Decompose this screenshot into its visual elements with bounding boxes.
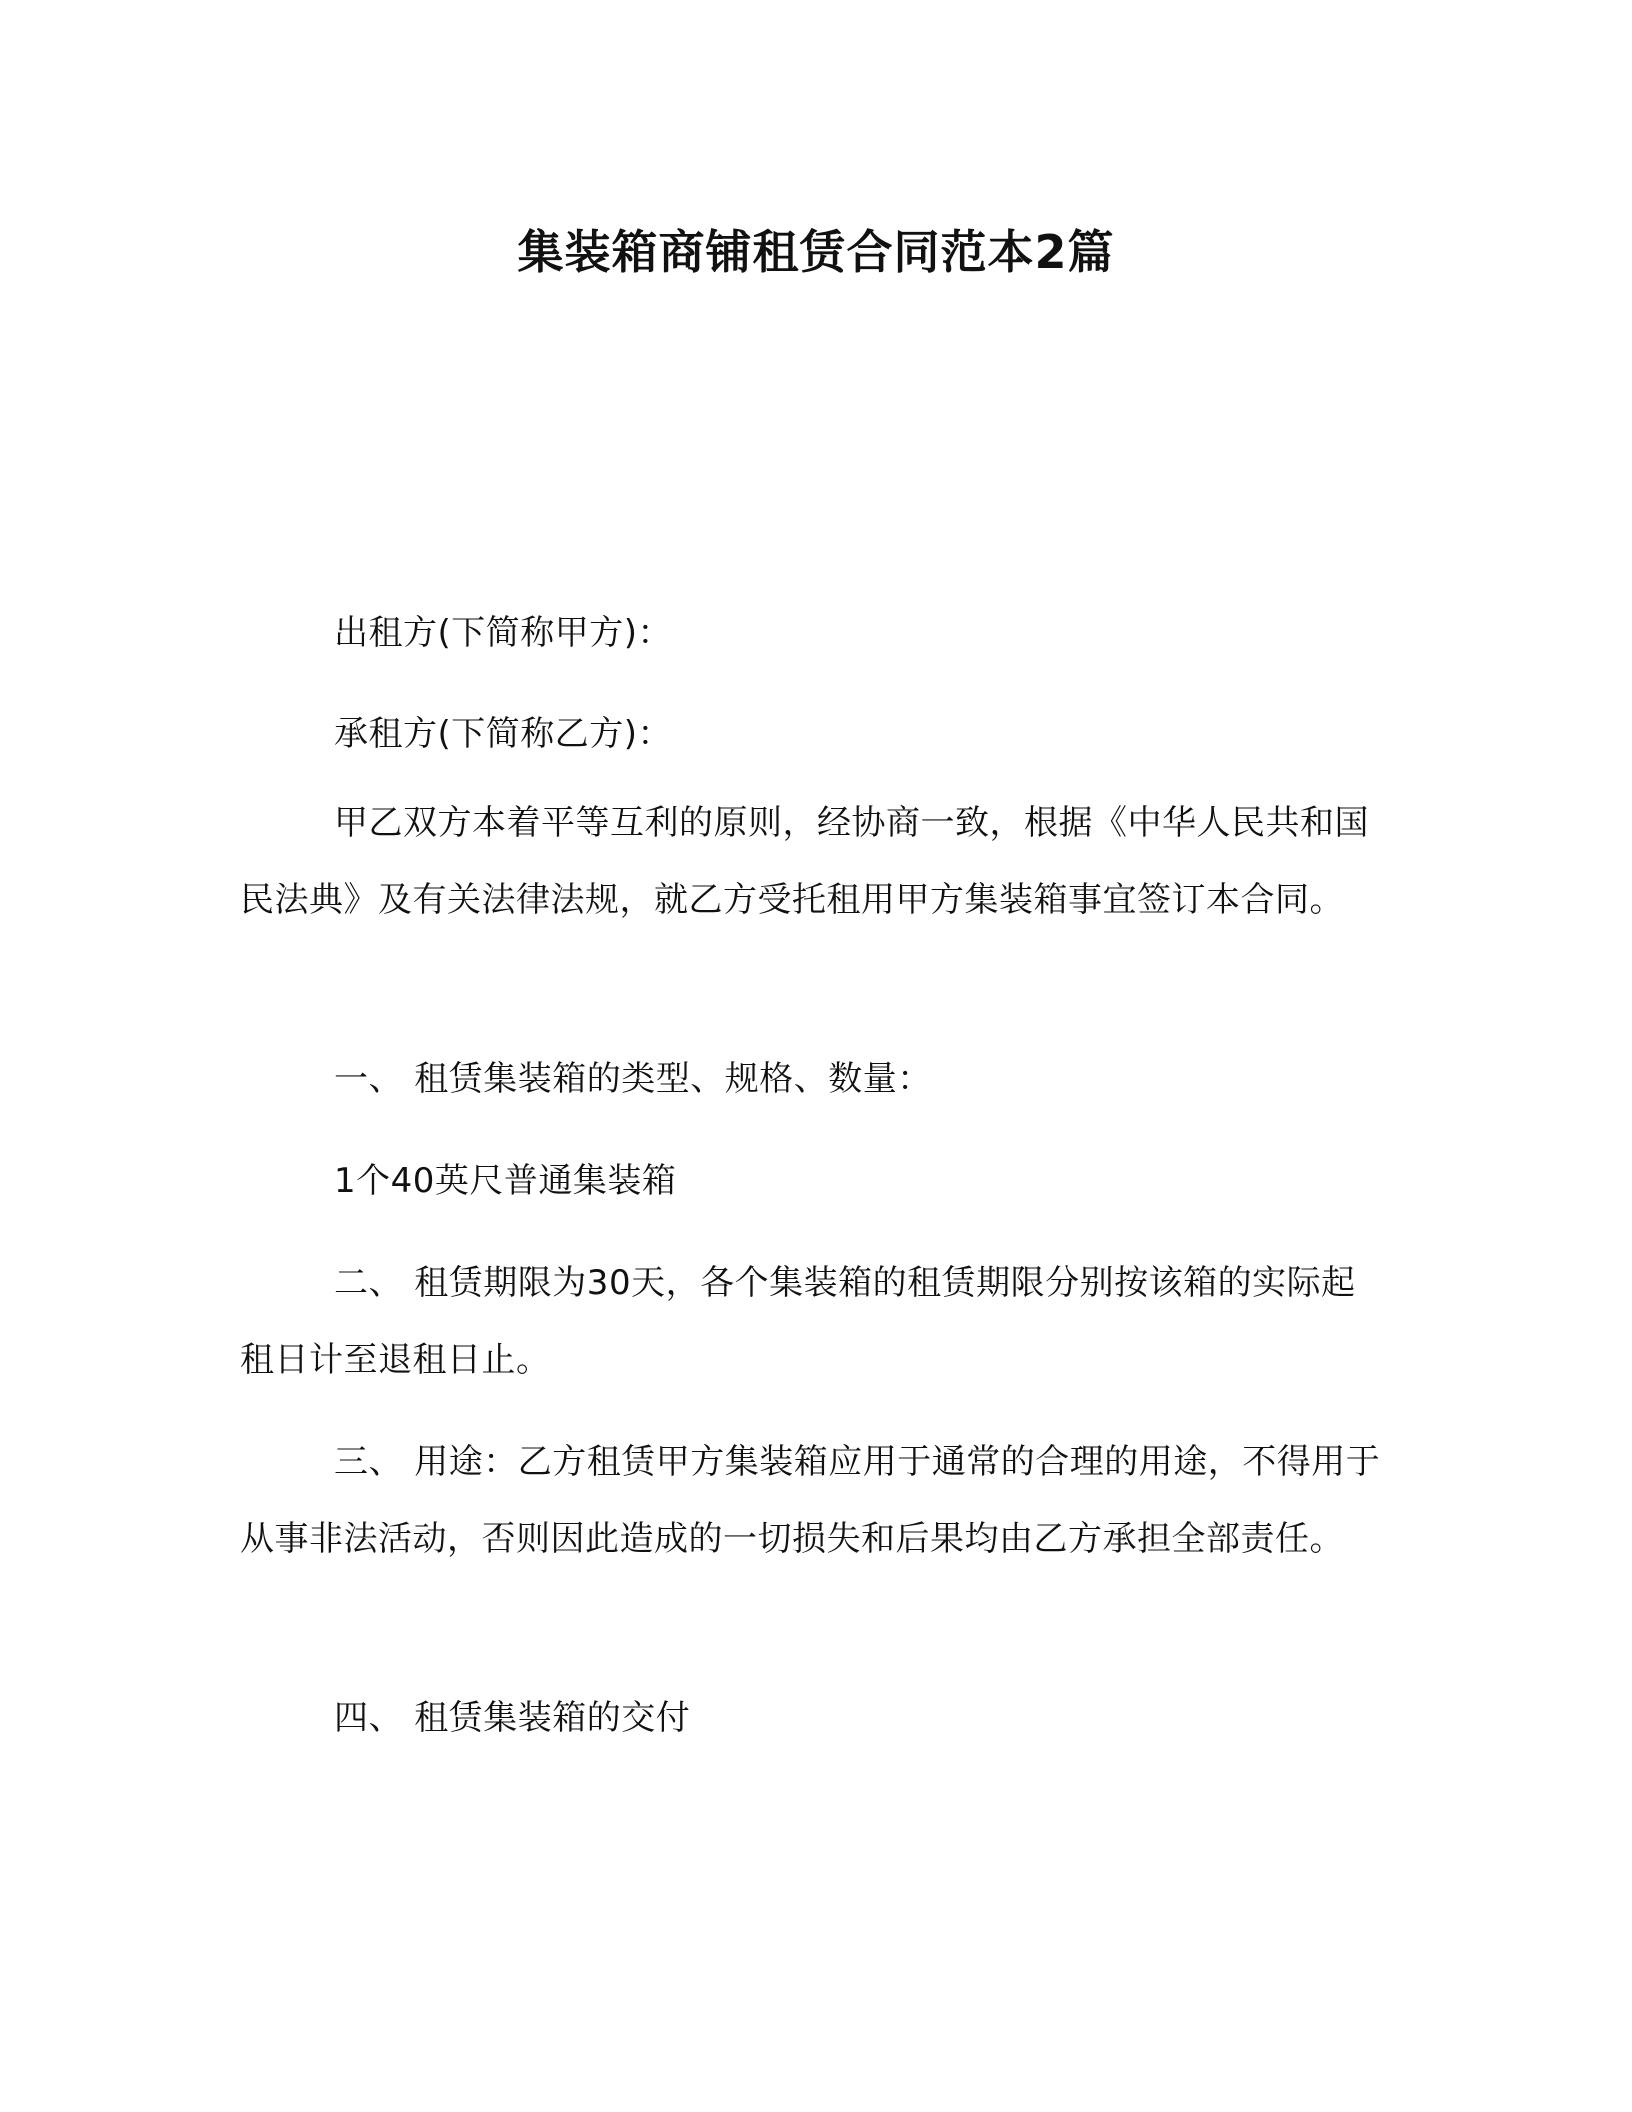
paragraph-lessee: 承租方(下简称乙方)： [334,714,673,754]
paragraph-clause-2: 二、 租赁期限为30天，各个集装箱的租赁期限分别按该箱的实际起租日计至退租日止。 [240,1263,1356,1380]
paragraph-clause-1-detail: 1个40英尺普通集装箱 [334,1161,677,1201]
paragraph-clause-3: 三、 用途：乙方租赁甲方集装箱应用于通常的合理的用途，不得用于从事非法活动，否则因此造成的一切损失和后果均由乙方承担全部责任。 [240,1442,1381,1559]
paragraph-clause-1: 一、 租赁集装箱的类型、规格、数量： [334,1059,932,1099]
paragraph-clause-4: 四、 租赁集装箱的交付 [334,1698,691,1738]
document-title: 集装箱商铺租赁合同范本2篇 [517,225,1115,279]
paragraph-lessor: 出租方(下简称甲方)： [334,613,673,653]
paragraph-preamble: 甲乙双方本着平等互利的原则，经协商一致，根据《中华人民共和国民法典》及有关法律法规，就乙方受托租用甲方集装箱事宜签订本合同。 [240,803,1369,920]
